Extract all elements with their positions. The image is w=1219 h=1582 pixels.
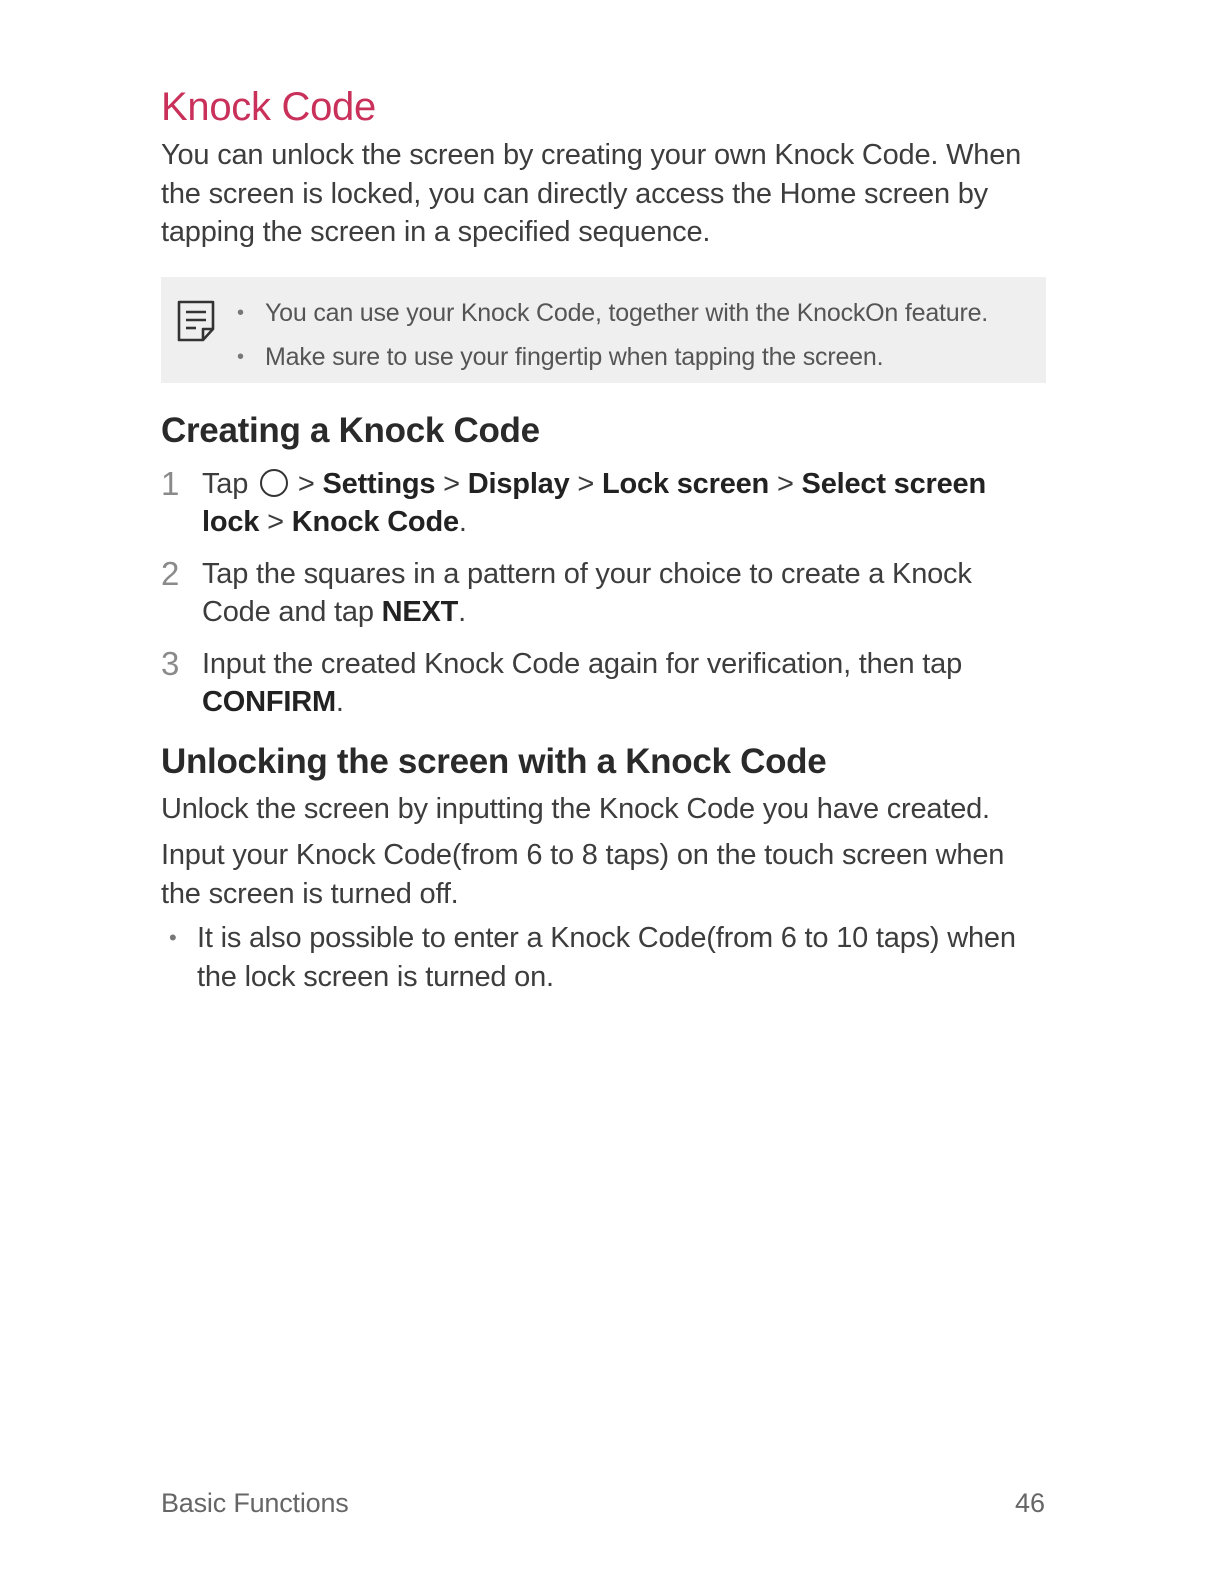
path-separator: >	[267, 506, 284, 538]
page-title: Knock Code	[161, 85, 376, 129]
step-text: Input the created Knock Code again for verification, then tap	[202, 647, 963, 680]
step-2	[161, 555, 1046, 632]
step-text: Tap the squares in a pattern of your choice to create a Knock Code and tap	[202, 557, 972, 628]
steps-list	[161, 465, 1046, 722]
step-1	[161, 465, 1046, 542]
creating-heading: Creating a Knock Code	[161, 410, 540, 450]
step-number: 1	[161, 464, 180, 502]
footer-page-number: 46	[1014, 1488, 1045, 1518]
unlocking-bullet-list	[161, 919, 1046, 996]
home-icon	[260, 469, 288, 497]
page-content	[161, 80, 1046, 996]
intro-paragraph: You can unlock the screen by creating your own Knock Code. When the screen is locked, you can directly access the Home screen by tapping the screen in a specified sequence.	[161, 139, 1022, 248]
step-number: 2	[161, 554, 180, 592]
unlocking-paragraph-1: Unlock the screen by inputting the Knock Code you have created.	[161, 792, 990, 825]
path-separator: >	[577, 467, 595, 500]
path-separator: >	[776, 467, 794, 500]
path-settings: Settings	[322, 467, 436, 500]
step-period: .	[458, 506, 467, 538]
step-3	[161, 645, 1046, 722]
note-list	[237, 291, 988, 379]
unlocking-bullet-item: • It is also possible to enter a Knock Code(from 6 to 10 taps) when the lock screen is turned on.	[161, 919, 1046, 996]
path-separator: >	[297, 467, 315, 500]
note-item: • Make sure to use your fingertip when tapping the screen.	[237, 335, 988, 379]
path-knock-code: Knock Code	[291, 506, 459, 538]
next-label: NEXT	[381, 596, 459, 628]
note-item: • You can use your Knock Code, together with the KnockOn feature.	[237, 291, 988, 335]
step-number: 3	[161, 644, 180, 682]
unlocking-paragraph-2: Input your Knock Code(from 6 to 8 taps) on the touch screen when the screen is turned off.	[161, 839, 1005, 910]
confirm-label: CONFIRM	[202, 686, 336, 718]
note-icon	[176, 299, 216, 343]
unlocking-heading: Unlocking the screen with a Knock Code	[161, 741, 827, 781]
step-period: .	[458, 596, 467, 628]
step-text: Tap	[202, 467, 249, 500]
path-separator: >	[443, 467, 460, 500]
path-lock-screen: Lock screen	[602, 467, 770, 500]
footer-section-name: Basic Functions	[161, 1488, 349, 1518]
step-period: .	[335, 686, 344, 718]
path-display: Display	[467, 467, 570, 500]
note-box	[161, 277, 1046, 383]
path-select-screen-lock: Select screen lock	[202, 467, 986, 538]
